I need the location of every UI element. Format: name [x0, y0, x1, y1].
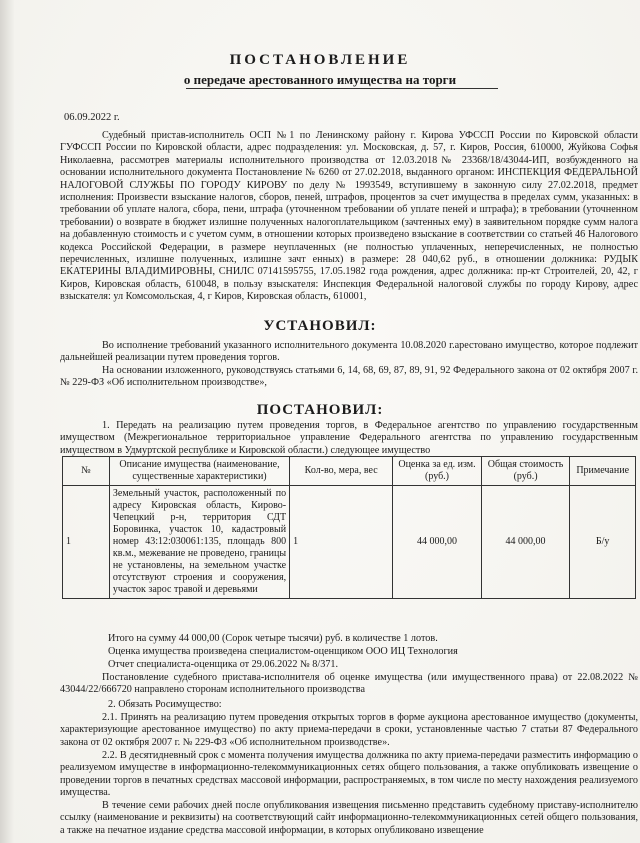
appraisal-line: Оценка имущества произведена специалистом-оценщиком ООО ИЦ Технология: [108, 646, 458, 657]
obligation-2-3: В течение семи рабочих дней после опубликования извещения письменно представить судебному приставу-исполнителю ссылку (наименование и реквизиты) на соответствующий сайт информационно-телекоммуникационных сетей общего пользования, а также на печатное издание средства массовой информации, в которых опубликовано извещение: [60, 800, 638, 836]
property-table: [62, 456, 636, 599]
obligation-2: 2. Обязать Росимущество:: [108, 699, 222, 710]
cell-unit-value: 44 000,00: [393, 486, 482, 599]
established-paragraph-1: Во исполнение требований указанного исполнительного документа 10.08.2020 г.арестовано имущество, которое подлежит дальнейшей реализации путем проведения торгов.: [60, 340, 638, 364]
resolved-section: [60, 420, 638, 457]
cell-number: 1: [63, 486, 110, 599]
document-subtitle: о передаче арестованного имущества на торги: [183, 72, 457, 87]
obligation-2-2: 2.2. В десятидневный срок с момента получения имущества должника по акту приема-передачи разместить информацию о реализуемом имуществе в информационно-телекоммуникационных сетях общего пользования, а также опубликовать извещение о проведении торгов в печатных средствах массовой информации, распространяемых, в том числе по месту нахождения реализуемого имущества.: [60, 750, 638, 799]
established-section: [60, 340, 638, 390]
table-header-row: [63, 457, 636, 486]
decree-paragraph: Постановление судебного пристава-исполнителя об оценке имущества (или имущественного права) от 22.08.2022 № 43044/22/666720 направлено сторонам исполнительного производства: [60, 672, 638, 696]
scan-edge-shadow: [0, 0, 14, 843]
established-paragraph-2: На основании изложенного, руководствуясь статьями 6, 14, 68, 69, 87, 89, 91, 92 Федерального закона от 02 октября 2007 г. № 229-ФЗ «Об исполнительном производстве»,: [60, 364, 638, 389]
header-unit-value: Оценка за ед. изм. (руб.): [393, 457, 482, 486]
cell-quantity: 1: [290, 486, 393, 599]
intro-section: [60, 130, 638, 304]
document-date: 06.09.2022 г.: [64, 112, 120, 123]
total-line: Итого на сумму 44 000,00 (Сорок четыре тысячи) руб. в количестве 1 лотов.: [108, 633, 438, 644]
resolved-paragraph-1: 1. Передать на реализацию путем проведения торгов, в Федеральное агентство по управлению государственным имуществом (Межрегиональное территориальное управление Федерального агентства по управлению государственным имуществом в Удмуртской республике и Кировской области.) следующее имущество: [60, 420, 638, 456]
title-underline: [186, 88, 498, 89]
table-row: [63, 486, 636, 599]
header-number: №: [63, 457, 110, 486]
header-description: Описание имущества (наименование, существенные характеристики): [109, 457, 289, 486]
cell-note: Б/у: [570, 486, 636, 599]
header-quantity: Кол-во, мера, вес: [290, 457, 393, 486]
cell-description: Земельный участок, расположенный по адресу Кировская область, Кирово-Чепецкий р-н, территория СДТ Боровинка, участок 10, кадастровый номер 43:12:030061:135, площадь 800 кв.м., межевание не проведено, границы не установлены, на земельном участке отсутствуют строения и сооружения, участок зарос травой и деревьями: [109, 486, 289, 599]
header-total-value: Общая стоимость (руб.): [481, 457, 570, 486]
document-title: ПОСТАНОВЛЕНИЕ: [229, 52, 411, 68]
report-line: Отчет специалиста-оценщика от 29.06.2022 № 8/371.: [108, 659, 339, 670]
heading-resolved: ПОСТАНОВИЛ:: [256, 402, 384, 418]
header-note: Примечание: [570, 457, 636, 486]
intro-paragraph: Судебный пристав-исполнитель ОСП №1 по Ленинскому району г. Кирова УФССП России по Кировской области ГУФССП России по Кировской области, адрес подразделения: ул. Московская, д. 57, г. Киров, Россия, 610000, Жуйкова Софья Николаевна, рассмотрев материалы исполнительного производства от 12.03.2018№ 23368/18/43044-ИП, возбужденного на основании исполнительного документа Постановление № 6260 от 27.02.2018, выданного органом: ИНСПЕКЦИЯ ФЕДЕРАЛЬНОЙ НАЛОГОВОЙ СЛУЖБЫ ПО ГОРОДУ КИРОВУ по делу № 1993549, вступившему в законную силу 27.02.2018, предмет исполнения: Произвести взыскание налогов, сборов, пеней, штрафов, процентов за счет имущества в пределах сумм, указанных: в требовании об уплате налога, сбора, пени, штрафа (уточненном требовании об уплате пеней и штрафа); в требовании (уточненном требовании) о возврате в бюджет излишне полученных налогоплательщиком (зачтенных ему) в заявительном порядке сумм налога на добавленную стоимость и с учетом сумм, в отношении которых произведено взыскание в соответствии со статьей 46 Налогового кодекса Российской Федерации, в размере неуплаченных (не полностью уплаченных, неперечисленных, не полностью перечисленных, излишне полученных, излишне зачт енных) в размере: 28 040,62 руб., в отношении должника: РУДЫК ЕКАТЕРИНЫ ВЛАДИМИРОВНЫ, СНИЛС 07141595755, 17.05.1982 года рождения, адрес должника: пр-кт Строителей, 20, 42, г Киров, Кировская область, 610048, в пользу взыскателя: Инспекция Федеральной налоговой службы по городу Кирову, адрес взыскателя: ул Комсомольская, 4, г Киров, Кировская область, 610001,: [60, 130, 638, 303]
obligation-2-1: 2.1. Принять на реализацию путем проведения открытых торгов в форме аукциона арестованное имущество (документы, характеризующие арестованное имущество) по акту приема-передачи в сроки, установленные частью 7 статьи 87 Федерального закона от 02 октября 2007 г. № 229-ФЗ «Об исполнительном производстве».: [60, 712, 638, 748]
cell-total-value: 44 000,00: [481, 486, 570, 599]
heading-established: УСТАНОВИЛ:: [263, 318, 377, 334]
